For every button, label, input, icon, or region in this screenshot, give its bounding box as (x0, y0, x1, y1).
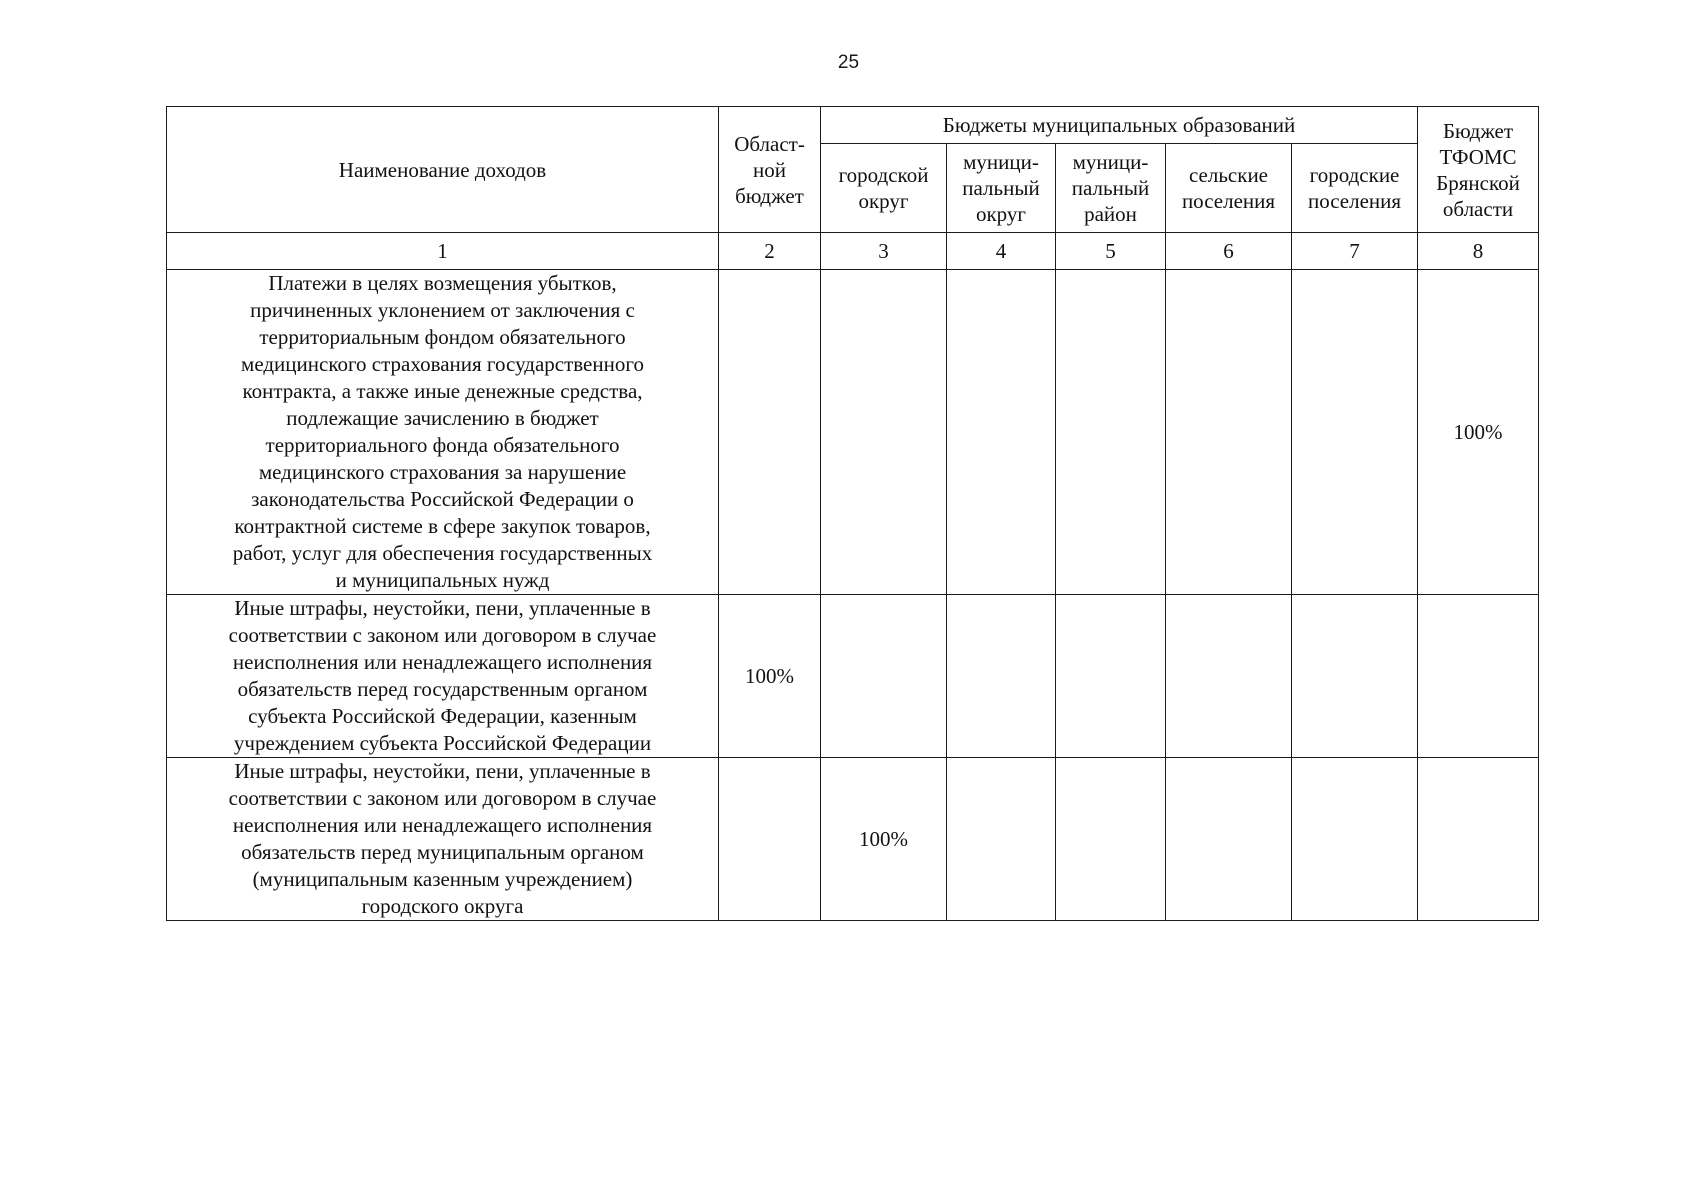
share-cell (947, 595, 1056, 758)
share-cell (719, 270, 821, 595)
revenue-name-cell: Иные штрафы, неустойки, пени, уплаченные в соответствии с законом или договором в случае неисполнения или ненадлежащего исполнения обязательств перед государственным органом субъекта Российской Федерации, казенным учреждением субъекта Российской Федерации (167, 595, 719, 758)
header-municipal-area: муници- пальный район (1056, 144, 1166, 233)
column-number: 2 (719, 233, 821, 270)
header-row-1 (167, 107, 1539, 144)
column-number-row (167, 233, 1539, 270)
column-number: 1 (167, 233, 719, 270)
header-municipal-district: муници- пальный округ (947, 144, 1056, 233)
share-cell (821, 595, 947, 758)
share-cell (1166, 270, 1292, 595)
table-row (167, 595, 1539, 758)
share-cell (719, 758, 821, 921)
share-cell (1292, 270, 1418, 595)
share-cell (1292, 758, 1418, 921)
share-cell: 100% (719, 595, 821, 758)
header-rural-settlements: сельские поселения (1166, 144, 1292, 233)
revenue-name-cell: Иные штрафы, неустойки, пени, уплаченные в соответствии с законом или договором в случае неисполнения или ненадлежащего исполнения обязательств перед муниципальным органом (муниципальным казенным учреждением) городского округа (167, 758, 719, 921)
share-cell (1418, 758, 1539, 921)
share-cell: 100% (821, 758, 947, 921)
column-number: 3 (821, 233, 947, 270)
share-cell (1418, 595, 1539, 758)
column-number: 8 (1418, 233, 1539, 270)
column-number: 6 (1166, 233, 1292, 270)
column-number: 4 (947, 233, 1056, 270)
column-number: 7 (1292, 233, 1418, 270)
share-cell (1056, 270, 1166, 595)
share-cell (1056, 595, 1166, 758)
header-municipal-budgets: Бюджеты муниципальных образований (821, 107, 1418, 144)
share-cell (1292, 595, 1418, 758)
share-cell (1166, 595, 1292, 758)
revenue-distribution-table (166, 106, 1539, 921)
share-cell (947, 758, 1056, 921)
table-row (167, 758, 1539, 921)
header-city-district: городской округ (821, 144, 947, 233)
share-cell (1056, 758, 1166, 921)
revenue-name-cell: Платежи в целях возмещения убытков, причиненных уклонением от заключения с территориальным фондом обязательного медицинского страхования государственного контракта, а также иные денежные средства, подлежащие зачислению в бюджет территориального фонда обязательного медицинского страхования за нарушение законодательства Российской Федерации о контрактной системе в сфере закупок товаров, работ, услуг для обеспечения государственных и муниципальных нужд (167, 270, 719, 595)
share-cell (947, 270, 1056, 595)
header-revenue-name: Наименование доходов (167, 107, 719, 233)
share-cell (821, 270, 947, 595)
page-number: 25 (837, 52, 860, 73)
header-regional-budget: Област- ной бюджет (719, 107, 821, 233)
column-number: 5 (1056, 233, 1166, 270)
share-cell (1166, 758, 1292, 921)
share-cell: 100% (1418, 270, 1539, 595)
header-tfoms-budget: Бюджет ТФОМС Брянской области (1418, 107, 1539, 233)
header-urban-settlements: городские поселения (1292, 144, 1418, 233)
table-row (167, 270, 1539, 595)
